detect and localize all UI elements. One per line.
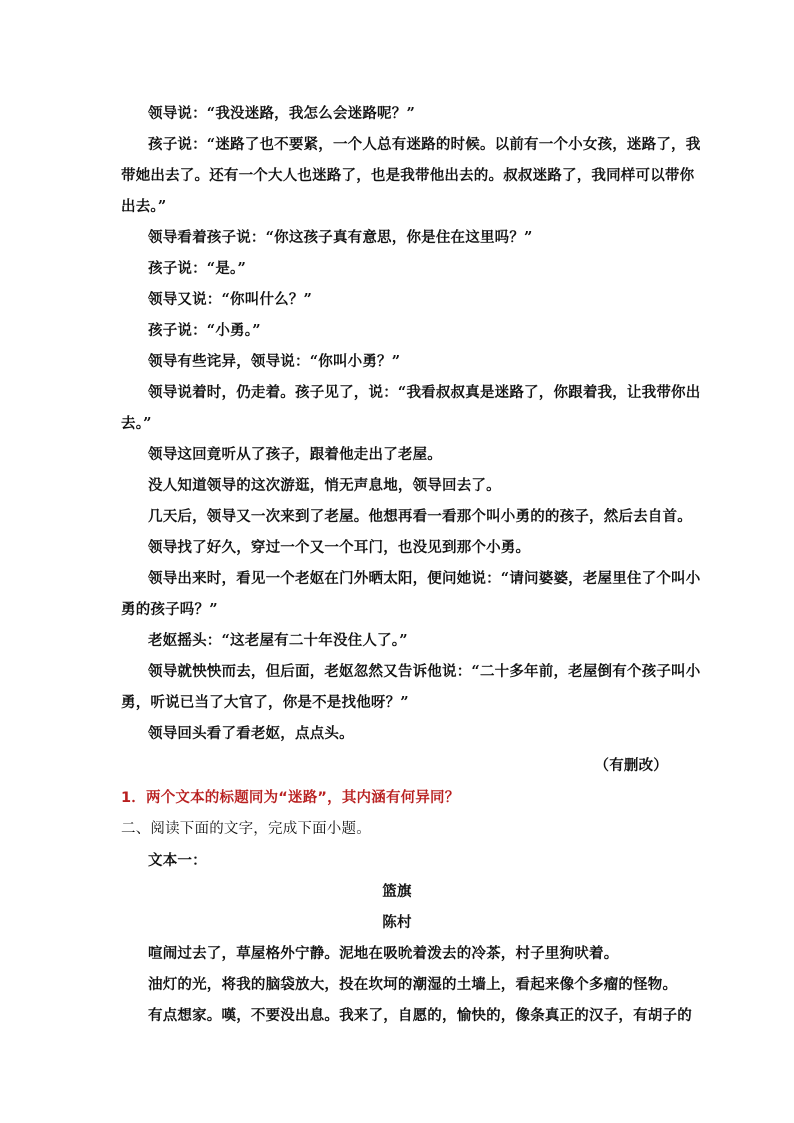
- text-one-label: 文本一：: [148, 852, 207, 869]
- story-line: 领导有些诧异，领导说：“你叫小勇？”: [148, 353, 401, 370]
- story-line: 领导找了好久，穿过一个又一个耳门，也没见到那个小勇。: [148, 539, 531, 556]
- story-line: 领导看着孩子说：“你这孩子真有意思，你是住在这里吗？”: [148, 229, 533, 246]
- story-line: 领导说着时，仍走着。孩子见了，说：“我看叔叔真是迷路了，你跟着我，让我带你出: [148, 384, 701, 401]
- story-line: 领导回头看了看老妪，点点头。: [148, 725, 354, 742]
- story-line: 领导又说：“你叫什么？”: [148, 291, 313, 308]
- story-line: 孩子说：“小勇。”: [148, 322, 261, 339]
- essay-line: 喧闹过去了，草屋格外宁静。泥地在吸吮着泼去的冷茶，村子里狗吠着。: [148, 945, 619, 962]
- story-line: 几天后，领导又一次来到了老屋。他想再看一看那个叫小勇的的孩子，然后去自首。: [148, 508, 692, 525]
- story-line: 老妪摇头：“这老屋有二十年没住人了。”: [148, 632, 408, 649]
- section-2-heading: 二、阅读下面的文字，完成下面小题。: [121, 821, 371, 837]
- essay-line: 有点想家。嘆，不要没出息。我来了，自愿的，愉快的，像条真正的汉子，有胡子的: [148, 1007, 692, 1024]
- story-line: 领导这回竟听从了孩子，跟着他走出了老屋。: [148, 446, 442, 463]
- essay-line: 油灯的光，将我的脑袋放大，投在坎坷的潮湿的土墙上，看起来像个多瘤的怪物。: [148, 976, 678, 993]
- story-line: 孩子说：“迷路了也不要紧，一个人总有迷路的时候。以前有一个小女孩，迷路了，我: [148, 136, 701, 153]
- story-line: 没人知道领导的这次游逛，悄无声息地，领导回去了。: [148, 477, 501, 494]
- story-line: 去。”: [121, 415, 152, 432]
- story-line: 领导出来时，看见一个老妪在门外晒太阳，便问她说：“请问婆婆，老屋里住了个叫小: [148, 570, 701, 587]
- story-line: 出去。”: [121, 198, 167, 215]
- story-line: 孩子说：“是。”: [148, 260, 247, 277]
- source-note: （有删改）: [594, 757, 668, 774]
- story-line: 勇的孩子吗？”: [121, 601, 218, 618]
- essay-author: 陈村: [382, 914, 412, 931]
- story-line: 领导说：“我没迷路，我怎么会迷路呢？”: [148, 105, 415, 122]
- story-line: 带她出去了。还有一个大人也迷路了，也是我带他出去的。叔叔迷路了，我同样可以带你: [121, 167, 695, 184]
- question-1: 1．两个文本的标题同为“迷路”，其内涵有何异同？: [121, 790, 460, 806]
- story-line: 领导就怏怏而去，但后面，老妪忽然又告诉他说：“二十多年前，老屋倒有个孩子叫小: [148, 663, 701, 680]
- story-line: 勇，听说已当了大官了，你是不是找他呀？”: [121, 694, 409, 711]
- essay-title: 篮旗: [382, 883, 412, 900]
